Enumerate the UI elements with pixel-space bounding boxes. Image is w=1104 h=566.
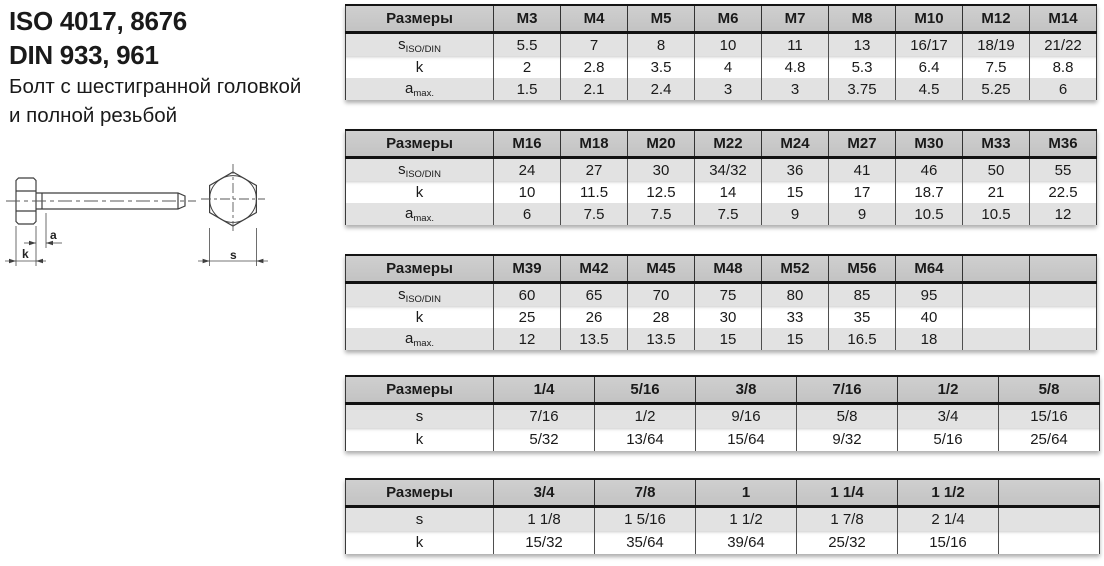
- value-cell: 7.5: [963, 56, 1030, 78]
- value-cell: 12: [494, 328, 561, 350]
- value-cell: 5/16: [898, 428, 999, 451]
- table-row: [346, 158, 1097, 182]
- value-cell: 5.3: [829, 56, 896, 78]
- value-cell: 1.5: [494, 78, 561, 100]
- row-label: k: [415, 431, 424, 448]
- row-label: s: [398, 35, 406, 53]
- value-cell: 18/19: [963, 33, 1030, 57]
- column-header-cell: M52: [762, 255, 829, 283]
- row-label: s: [415, 511, 424, 528]
- row-label-cell: [346, 507, 494, 532]
- value-cell: 11: [762, 33, 829, 57]
- value-cell: 35: [829, 306, 896, 328]
- value-cell: 7.5: [695, 203, 762, 225]
- column-header-cell: M3: [494, 5, 561, 33]
- column-header-cell: M18: [561, 130, 628, 158]
- value-cell: [963, 306, 1030, 328]
- value-cell: 18: [896, 328, 963, 350]
- value-cell: 17: [829, 181, 896, 203]
- column-header-cell: M39: [494, 255, 561, 283]
- row-label-subscript: ISO/DIN: [405, 43, 441, 55]
- value-cell: 12.5: [628, 181, 695, 203]
- product-description-line1: Болт с шестигранной головкой: [9, 75, 302, 98]
- row-label-cell: [346, 328, 494, 350]
- row-label-cell: [346, 428, 494, 451]
- standard-din-title: DIN 933, 961: [9, 40, 159, 70]
- value-cell: 10: [695, 33, 762, 57]
- row-label-subscript: max.: [413, 337, 434, 349]
- value-cell: [1030, 306, 1097, 328]
- column-header-cell: M7: [762, 5, 829, 33]
- value-cell: 39/64: [696, 531, 797, 554]
- row-label-cell: [346, 531, 494, 554]
- value-cell: 40: [896, 306, 963, 328]
- column-header-cell: 1 1/2: [898, 479, 999, 507]
- column-header-cell: [963, 255, 1030, 283]
- column-header-cell: 3/8: [696, 376, 797, 404]
- value-cell: 5/32: [494, 428, 595, 451]
- column-header-cell: M36: [1030, 130, 1097, 158]
- column-header-cell: [999, 479, 1100, 507]
- value-cell: 6: [494, 203, 561, 225]
- value-cell: 15/16: [898, 531, 999, 554]
- value-cell: 15/32: [494, 531, 595, 554]
- value-cell: 9: [762, 203, 829, 225]
- row-label-cell: [346, 56, 494, 78]
- column-header-cell: M8: [829, 5, 896, 33]
- column-header-cell: 1/2: [898, 376, 999, 404]
- value-cell: 30: [628, 158, 695, 182]
- row-label: a: [405, 79, 414, 97]
- value-cell: 4.8: [762, 56, 829, 78]
- header-row: [346, 5, 1097, 33]
- column-header-cell: M42: [561, 255, 628, 283]
- value-cell: 7.5: [628, 203, 695, 225]
- value-cell: 36: [762, 158, 829, 182]
- row-label-cell: [346, 404, 494, 429]
- header-row: [346, 479, 1100, 507]
- header-label-cell: Размеры: [346, 130, 494, 158]
- column-header-cell: M27: [829, 130, 896, 158]
- value-cell: [1030, 283, 1097, 307]
- value-cell: 21: [963, 181, 1030, 203]
- column-header-cell: 7/8: [595, 479, 696, 507]
- value-cell: 95: [896, 283, 963, 307]
- column-header-cell: M4: [561, 5, 628, 33]
- value-cell: 2.4: [628, 78, 695, 100]
- column-header-cell: M6: [695, 5, 762, 33]
- value-cell: 35/64: [595, 531, 696, 554]
- table-row: [346, 203, 1097, 225]
- value-cell: 2 1/4: [898, 507, 999, 532]
- table-row: [346, 33, 1097, 57]
- dim-label-s: s: [230, 248, 237, 262]
- value-cell: 1/2: [595, 404, 696, 429]
- tables-column: [345, 0, 1100, 554]
- product-description-line2: и полной резьбой: [9, 104, 178, 127]
- column-header-cell: M12: [963, 5, 1030, 33]
- row-label: k: [415, 183, 424, 201]
- row-label: k: [415, 308, 424, 326]
- value-cell: 8.8: [1030, 56, 1097, 78]
- value-cell: 75: [695, 283, 762, 307]
- table-row: [346, 78, 1097, 100]
- table-row: [346, 328, 1097, 350]
- header-label-cell: Размеры: [346, 376, 494, 404]
- value-cell: 1 1/8: [494, 507, 595, 532]
- column-header-cell: M45: [628, 255, 695, 283]
- size-table-5: [345, 478, 1100, 554]
- column-header-cell: M33: [963, 130, 1030, 158]
- row-label: s: [398, 160, 406, 178]
- value-cell: 85: [829, 283, 896, 307]
- column-header-cell: M10: [896, 5, 963, 33]
- value-cell: 27: [561, 158, 628, 182]
- title-block: [9, 4, 339, 130]
- value-cell: 1 7/8: [797, 507, 898, 532]
- table-row: [346, 56, 1097, 78]
- column-header-cell: M48: [695, 255, 762, 283]
- row-label-cell: [346, 283, 494, 307]
- value-cell: 6: [1030, 78, 1097, 100]
- value-cell: 11.5: [561, 181, 628, 203]
- column-header-cell: M20: [628, 130, 695, 158]
- size-table-1: [345, 4, 1097, 100]
- value-cell: 25: [494, 306, 561, 328]
- value-cell: 2.8: [561, 56, 628, 78]
- value-cell: 24: [494, 158, 561, 182]
- value-cell: 13/64: [595, 428, 696, 451]
- value-cell: 14: [695, 181, 762, 203]
- header-row: [346, 376, 1100, 404]
- value-cell: [963, 328, 1030, 350]
- column-header-cell: 5/16: [595, 376, 696, 404]
- row-label: s: [398, 285, 406, 303]
- column-header-cell: M16: [494, 130, 561, 158]
- value-cell: 5.25: [963, 78, 1030, 100]
- row-label-subscript: ISO/DIN: [405, 293, 441, 305]
- value-cell: 7/16: [494, 404, 595, 429]
- value-cell: [999, 507, 1100, 532]
- value-cell: 15: [695, 328, 762, 350]
- value-cell: 3: [762, 78, 829, 100]
- row-label: k: [415, 534, 424, 551]
- value-cell: 3.5: [628, 56, 695, 78]
- table-row: [346, 181, 1097, 203]
- column-header-cell: M30: [896, 130, 963, 158]
- size-table-3: [345, 254, 1097, 350]
- value-cell: 1 1/2: [696, 507, 797, 532]
- value-cell: 10.5: [896, 203, 963, 225]
- value-cell: 9/32: [797, 428, 898, 451]
- row-label: a: [405, 329, 414, 347]
- value-cell: 8: [628, 33, 695, 57]
- row-label-subscript: max.: [413, 212, 434, 224]
- column-header-cell: 7/16: [797, 376, 898, 404]
- value-cell: 3/4: [898, 404, 999, 429]
- bolt-technical-drawing: [2, 158, 302, 292]
- column-header-cell: 1 1/4: [797, 479, 898, 507]
- row-label-subscript: max.: [413, 87, 434, 99]
- value-cell: 15: [762, 328, 829, 350]
- header-label-cell: Размеры: [346, 479, 494, 507]
- head-centerlines: [201, 164, 265, 234]
- value-cell: 65: [561, 283, 628, 307]
- value-cell: 2.1: [561, 78, 628, 100]
- value-cell: 80: [762, 283, 829, 307]
- column-header-cell: [1030, 255, 1097, 283]
- value-cell: 16/17: [896, 33, 963, 57]
- row-label-cell: [346, 78, 494, 100]
- value-cell: 7: [561, 33, 628, 57]
- table-row: [346, 283, 1097, 307]
- value-cell: 50: [963, 158, 1030, 182]
- table-row: [346, 306, 1097, 328]
- value-cell: 9/16: [696, 404, 797, 429]
- column-header-cell: 5/8: [999, 376, 1100, 404]
- value-cell: 22.5: [1030, 181, 1097, 203]
- value-cell: 4: [695, 56, 762, 78]
- row-label-subscript: ISO/DIN: [405, 168, 441, 180]
- column-header-cell: M14: [1030, 5, 1097, 33]
- column-header-cell: M56: [829, 255, 896, 283]
- table-row: [346, 507, 1100, 532]
- value-cell: 15: [762, 181, 829, 203]
- row-label: k: [415, 58, 424, 76]
- size-table-2: [345, 129, 1097, 225]
- value-cell: 26: [561, 306, 628, 328]
- row-label-cell: [346, 181, 494, 203]
- value-cell: 13: [829, 33, 896, 57]
- dim-label-a: a: [50, 228, 57, 242]
- value-cell: 55: [1030, 158, 1097, 182]
- value-cell: 25/32: [797, 531, 898, 554]
- value-cell: 13.5: [561, 328, 628, 350]
- value-cell: 3.75: [829, 78, 896, 100]
- table-row: [346, 404, 1100, 429]
- column-header-cell: 1/4: [494, 376, 595, 404]
- value-cell: [1030, 328, 1097, 350]
- value-cell: 41: [829, 158, 896, 182]
- value-cell: 15/64: [696, 428, 797, 451]
- column-header-cell: M22: [695, 130, 762, 158]
- dim-label-k: k: [22, 247, 29, 261]
- value-cell: [963, 283, 1030, 307]
- table-row: [346, 428, 1100, 451]
- value-cell: 5.5: [494, 33, 561, 57]
- header-row: [346, 255, 1097, 283]
- table-row: [346, 531, 1100, 554]
- column-header-cell: M5: [628, 5, 695, 33]
- row-label-cell: [346, 158, 494, 182]
- value-cell: 16.5: [829, 328, 896, 350]
- standard-iso-title: ISO 4017, 8676: [9, 6, 187, 36]
- value-cell: 6.4: [896, 56, 963, 78]
- value-cell: 2: [494, 56, 561, 78]
- column-header-cell: 3/4: [494, 479, 595, 507]
- row-label: s: [415, 408, 424, 425]
- value-cell: 15/16: [999, 404, 1100, 429]
- value-cell: 28: [628, 306, 695, 328]
- column-header-cell: 1: [696, 479, 797, 507]
- value-cell: 60: [494, 283, 561, 307]
- value-cell: 70: [628, 283, 695, 307]
- value-cell: 9: [829, 203, 896, 225]
- size-table-4: [345, 375, 1100, 451]
- row-label-cell: [346, 306, 494, 328]
- column-header-cell: M24: [762, 130, 829, 158]
- value-cell: 18.7: [896, 181, 963, 203]
- header-label-cell: Размеры: [346, 255, 494, 283]
- value-cell: 1 5/16: [595, 507, 696, 532]
- value-cell: 30: [695, 306, 762, 328]
- value-cell: [999, 531, 1100, 554]
- value-cell: 5/8: [797, 404, 898, 429]
- header-label-cell: Размеры: [346, 5, 494, 33]
- row-label-cell: [346, 33, 494, 57]
- value-cell: 10: [494, 181, 561, 203]
- value-cell: 10.5: [963, 203, 1030, 225]
- value-cell: 4.5: [896, 78, 963, 100]
- value-cell: 3: [695, 78, 762, 100]
- row-label-cell: [346, 203, 494, 225]
- value-cell: 25/64: [999, 428, 1100, 451]
- value-cell: 34/32: [695, 158, 762, 182]
- value-cell: 13.5: [628, 328, 695, 350]
- row-label: a: [405, 204, 414, 222]
- value-cell: 33: [762, 306, 829, 328]
- value-cell: 12: [1030, 203, 1097, 225]
- header-row: [346, 130, 1097, 158]
- value-cell: 7.5: [561, 203, 628, 225]
- value-cell: 21/22: [1030, 33, 1097, 57]
- column-header-cell: M64: [896, 255, 963, 283]
- value-cell: 46: [896, 158, 963, 182]
